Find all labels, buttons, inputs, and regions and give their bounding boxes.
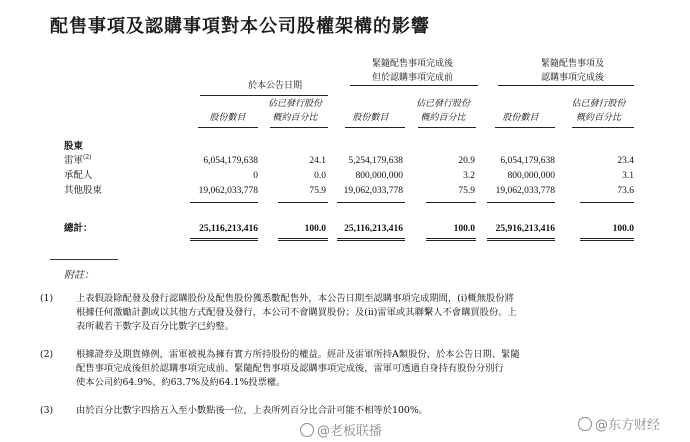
total-rule xyxy=(278,238,328,241)
subtotal-rule xyxy=(487,202,555,203)
section-label: 股東 xyxy=(64,141,84,152)
table-cell: 19,062,033,778 xyxy=(198,186,258,196)
column-group-header xyxy=(200,80,350,92)
table-cell: 75.9 xyxy=(309,186,326,196)
subtotal-rule xyxy=(580,202,634,203)
column-rule xyxy=(198,127,258,128)
note xyxy=(40,292,680,334)
group-line: 緊隨配售事項及 xyxy=(540,59,604,69)
column-group-header xyxy=(505,58,640,84)
column-header-pct: 佔已發行股份 概約百分比 xyxy=(267,99,322,123)
header-rule xyxy=(350,85,478,86)
row-label: 承配人 xyxy=(64,170,93,181)
total-rule xyxy=(337,238,405,241)
total-rule xyxy=(580,238,634,241)
column-header-shares: 股份數目 xyxy=(502,113,539,123)
table-cell: 0 xyxy=(253,171,258,181)
table-cell: 3.1 xyxy=(622,171,634,181)
subtotal-rule xyxy=(190,202,258,203)
note-line: 根據任何激勵計劃或以其他方式配發及發行，本公司不會購買股份；及(ii)雷軍或其聯繫人不會購買股份。上 xyxy=(76,307,517,318)
note xyxy=(40,348,680,390)
column-header-pct: 佔已發行股份 概約百分比 xyxy=(415,99,470,123)
table-cell: 0.0 xyxy=(314,171,326,181)
column-rule xyxy=(270,127,328,128)
page-title: 配售事項及認購事項對本公司股權架構的影響 xyxy=(50,16,430,37)
column-header-shares: 股份數目 xyxy=(352,113,389,123)
total-rule xyxy=(426,238,476,241)
watermark: @老板联播 xyxy=(300,420,382,439)
header-rule xyxy=(498,85,634,86)
table-cell: 20.9 xyxy=(458,156,475,166)
table-cell: 75.9 xyxy=(458,186,475,196)
note-line: 表所載若干數字及百分比數字已約整。 xyxy=(76,321,235,332)
footnote-marker: (2) xyxy=(83,153,92,161)
total-cell: 100.0 xyxy=(453,224,475,234)
weibo-icon xyxy=(300,423,314,437)
group-line: 認購事項完成後 xyxy=(540,73,604,83)
table-cell: 73.6 xyxy=(617,186,634,196)
table-cell: 6,054,179,638 xyxy=(203,156,258,166)
header-rule xyxy=(200,95,328,96)
notes-divider xyxy=(50,259,118,260)
group-line: 緊隨配售事項完成後 xyxy=(371,59,453,69)
total-label: 總計： xyxy=(64,223,93,234)
column-header-pct: 佔已發行股份 概約百分比 xyxy=(571,99,626,123)
table-cell: 23.4 xyxy=(617,156,634,166)
watermark: @东方财经 xyxy=(578,414,660,433)
total-cell: 25,116,213,416 xyxy=(344,224,403,234)
column-rule xyxy=(572,127,634,128)
total-cell: 25,916,213,416 xyxy=(495,224,555,234)
table-cell: 6,054,179,638 xyxy=(500,156,555,166)
table-cell: 19,062,033,778 xyxy=(495,186,555,196)
note-number: (1) xyxy=(40,293,54,304)
table-cell: 800,000,000 xyxy=(507,171,555,181)
column-rule xyxy=(345,127,405,128)
table-cell: 800,000,000 xyxy=(355,171,403,181)
notes-heading: 附註： xyxy=(64,270,94,281)
group-line: 但於認購事項完成前 xyxy=(371,73,453,83)
column-rule xyxy=(418,127,476,128)
note-number: (3) xyxy=(40,405,54,416)
row-label: 其他股東 xyxy=(64,185,103,196)
note-line: 根據證券及期貨條例，雷軍被視為擁有實方所持股份的權益。經計及雷軍所持A類股份，於本公告日期、緊隨 xyxy=(76,349,520,360)
total-rule xyxy=(190,238,258,241)
note-line: 上表假設除配發及發行認購股份及配售股份獲悉數配售外，本公告日期至認購事項完成期間，(i)概無股份將 xyxy=(76,293,514,304)
note-number: (2) xyxy=(40,349,54,360)
table-cell: 24.1 xyxy=(309,156,326,166)
column-group-header xyxy=(345,58,480,84)
table-cell: 19,062,033,778 xyxy=(343,186,403,196)
total-rule xyxy=(487,238,555,241)
column-header-shares: 股份數目 xyxy=(209,113,246,123)
note-line: 配售事項完成後但於認購事項完成前、緊隨配售事項及認購事項完成後，雷軍可透過自身持有股份分別行 xyxy=(76,363,504,374)
row-label: 雷軍$^{(2)}$ xyxy=(64,153,92,166)
note-line: 由於百分比數字四捨五入至小數點後一位，上表所列百分比合計可能不相等於100%。 xyxy=(76,405,428,416)
total-cell: 25,116,213,416 xyxy=(199,224,258,234)
table-cell: 5,254,179,638 xyxy=(348,156,403,166)
total-cell: 100.0 xyxy=(612,224,634,234)
subtotal-rule xyxy=(337,202,405,203)
group-line: 於本公告日期 xyxy=(247,81,302,91)
table-cell: 3.2 xyxy=(463,171,475,181)
subtotal-rule xyxy=(426,202,476,203)
note-line: 使本公司約64.9%、約63.7%及約64.1%投票權。 xyxy=(76,377,286,388)
column-rule xyxy=(495,127,555,128)
weibo-icon xyxy=(578,417,592,431)
total-cell: 100.0 xyxy=(304,224,326,234)
subtotal-rule xyxy=(278,202,328,203)
